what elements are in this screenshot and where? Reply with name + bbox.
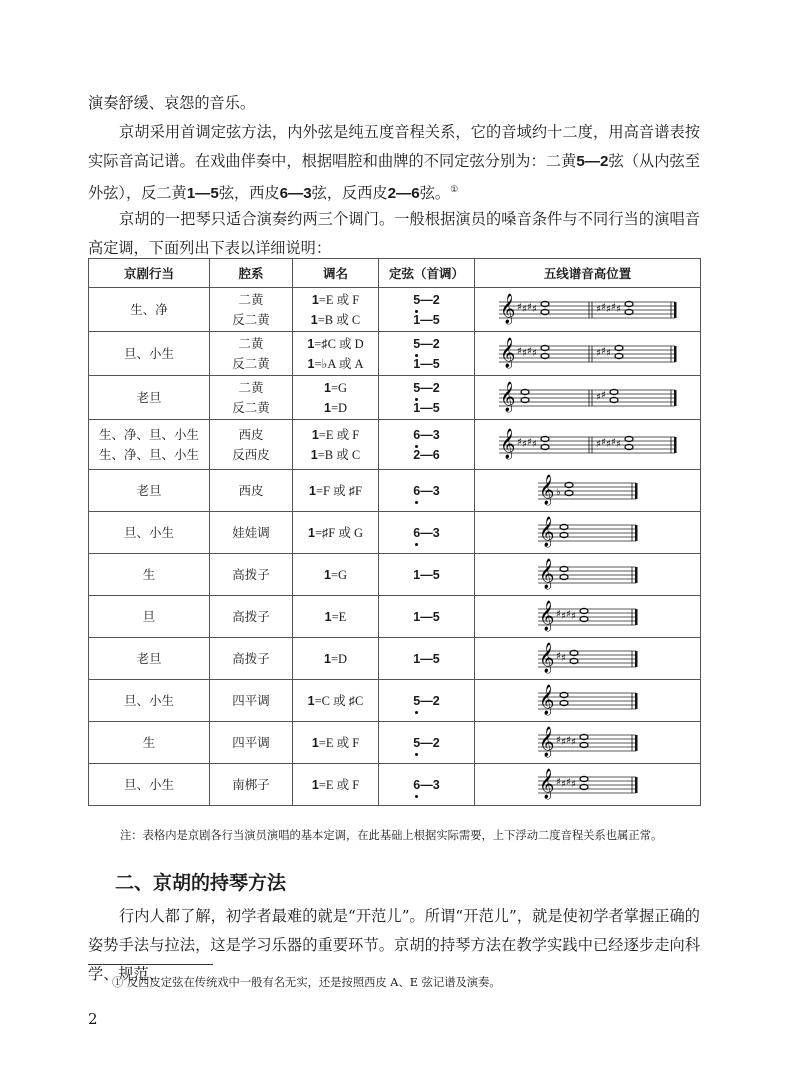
cell-role xyxy=(89,420,210,470)
cell-tuning xyxy=(379,332,475,376)
sharp-icon: ♯ xyxy=(531,303,537,315)
role-text: 生、净、旦、小生 xyxy=(98,446,199,462)
paragraph-1: 演奏舒缓、哀怨的音乐。 xyxy=(88,94,256,112)
system-text: 娃娃调 xyxy=(232,524,270,540)
cell-tuning xyxy=(379,554,475,596)
table-row xyxy=(89,470,701,512)
cell-staff xyxy=(475,376,701,420)
table-row xyxy=(89,554,701,596)
sharp-icon: ♯ xyxy=(565,608,571,620)
key-text: 1=E 或 F xyxy=(311,427,360,442)
sharp-icon: ♯ xyxy=(610,301,616,313)
treble-clef-icon: 𝄞 xyxy=(538,726,554,757)
footnote-rule xyxy=(88,964,213,965)
tuning-erhuang: 5—2 xyxy=(576,153,609,170)
sharp-icon: ♯ xyxy=(605,303,611,315)
cell-key xyxy=(293,332,379,376)
paragraph-3: 京胡的一把琴只适合演奏约两三个调门。一般根据演员的嗓音条件与不同行当的演唱音高定调，下面列出下表以详细说明： xyxy=(88,210,700,257)
sharp-icon: ♯ xyxy=(610,436,616,448)
treble-clef-icon: 𝄞 xyxy=(538,558,554,589)
tuning-text: 5—2 xyxy=(379,378,474,398)
staff-notation xyxy=(538,598,638,636)
sharp-icon: ♯ xyxy=(555,776,561,788)
cell-key xyxy=(293,722,379,764)
role-text: 生 xyxy=(142,734,156,750)
system-text: 二黄 xyxy=(238,291,264,307)
sharp-icon: ♯ xyxy=(600,436,606,448)
sharp-icon: ♯ xyxy=(560,652,566,664)
system-text: 四平调 xyxy=(232,692,270,708)
cell-tuning xyxy=(379,420,475,470)
cell-role xyxy=(89,764,210,806)
role-text: 老旦 xyxy=(136,482,162,498)
sharp-icon: ♯ xyxy=(531,438,537,450)
system-text: 二黄 xyxy=(238,335,264,351)
cell-staff xyxy=(475,680,701,722)
sharp-icon: ♯ xyxy=(531,347,537,359)
key-text: 1=G xyxy=(323,567,348,582)
tuning-text: 1—5 xyxy=(413,651,440,666)
staff-notation xyxy=(538,556,638,594)
header-staff-position: 五线谱音高位置 xyxy=(475,259,701,288)
system-text: 西皮 xyxy=(238,426,264,442)
system-text: 高拨子 xyxy=(232,608,270,624)
cell-staff xyxy=(475,288,701,332)
cell-system xyxy=(210,638,293,680)
cell-key xyxy=(293,512,379,554)
system-text: 反二黄 xyxy=(232,355,270,371)
footnote-marker: ① xyxy=(450,185,459,195)
cell-tuning xyxy=(379,638,475,680)
sharp-icon: ♯ xyxy=(560,610,566,622)
paragraph-4: 行内人都了解，初学者最难的就是“开范儿”。所谓“开范儿”，就是使初学者掌握正确的姿势手法与拉法，这是学习乐器的重要环节。京胡的持琴方法在教学实践中已经逐步走向科学、规范、 xyxy=(88,907,700,983)
cell-role xyxy=(89,332,210,376)
key-text: 1=E 或 F xyxy=(311,777,360,792)
cell-role xyxy=(89,722,210,764)
cell-key xyxy=(293,554,379,596)
footnote: ① 反西皮定弦在传统戏中一般有名无实，还是按照西皮 A、E 弦记谱及演奏。 xyxy=(112,976,501,989)
sharp-icon: ♯ xyxy=(526,301,532,313)
sharp-icon: ♯ xyxy=(555,734,561,746)
cell-system xyxy=(210,554,293,596)
sharp-icon: ♯ xyxy=(560,736,566,748)
treble-clef-icon: 𝄞 xyxy=(538,642,554,673)
role-text: 旦 xyxy=(142,608,156,624)
sharp-icon: ♯ xyxy=(555,650,561,662)
role-text: 老旦 xyxy=(136,389,162,405)
cell-staff xyxy=(475,638,701,680)
role-text: 老旦 xyxy=(136,650,162,666)
header-tuning: 定弦（首调） xyxy=(379,259,475,288)
cell-key xyxy=(293,288,379,332)
table-row xyxy=(89,680,701,722)
cell-key xyxy=(293,376,379,420)
cell-tuning xyxy=(379,470,475,512)
key-text: 1=E xyxy=(324,609,347,624)
key-text: 1=F 或 ♯F xyxy=(309,483,362,498)
treble-clef-icon: 𝄞 xyxy=(538,600,554,631)
cell-tuning xyxy=(379,512,475,554)
cell-staff xyxy=(475,764,701,806)
sharp-icon: ♯ xyxy=(600,389,606,401)
sharp-icon: ♯ xyxy=(555,608,561,620)
table-row xyxy=(89,376,701,420)
sharp-icon: ♯ xyxy=(600,301,606,313)
cell-role xyxy=(89,470,210,512)
table-row xyxy=(89,420,701,470)
flat-icon: ♭ xyxy=(555,486,561,498)
cell-tuning xyxy=(379,288,475,332)
key-text: 1=B 或 C xyxy=(310,447,361,462)
cell-staff xyxy=(475,722,701,764)
tuning-text: 1—5 xyxy=(413,567,440,582)
table-row xyxy=(89,512,701,554)
sharp-icon: ♯ xyxy=(595,303,601,315)
table-row xyxy=(89,288,701,332)
key-text: 1=♯C 或 D xyxy=(307,336,364,351)
staff-notation xyxy=(499,290,677,330)
table-header-row xyxy=(89,259,701,288)
tuning-text: 6—3 xyxy=(379,425,474,445)
cell-role xyxy=(89,680,210,722)
tuning-text: 2—6 xyxy=(413,447,440,462)
sharp-icon: ♯ xyxy=(516,301,522,313)
sharp-icon: ♯ xyxy=(595,438,601,450)
cell-key xyxy=(293,420,379,470)
role-text: 旦、小生 xyxy=(123,776,174,792)
sharp-icon: ♯ xyxy=(516,345,522,357)
system-text: 南梆子 xyxy=(232,776,270,792)
tuning-text: 1—5 xyxy=(413,356,440,371)
cell-staff xyxy=(475,332,701,376)
tuning-text: 5—2 xyxy=(379,334,474,354)
tuning-text: 1—5 xyxy=(413,312,440,327)
tuning-text: 5—2 xyxy=(379,290,474,310)
sharp-icon: ♯ xyxy=(526,345,532,357)
key-text: 1=E 或 F xyxy=(311,735,360,750)
system-text: 高拨子 xyxy=(232,566,270,582)
key-text: 1=B 或 C xyxy=(310,312,361,327)
system-text: 反二黄 xyxy=(232,399,270,415)
cell-tuning xyxy=(379,722,475,764)
header-key: 调名 xyxy=(293,259,379,288)
cell-staff xyxy=(475,596,701,638)
staff-notation xyxy=(499,378,677,418)
cell-staff xyxy=(475,420,701,470)
table-note: 注：表格内是京剧各行当演员演唱的基本定调，在此基础上根据实际需要，上下浮动二度音程关系也属正常。 xyxy=(120,829,663,842)
table-row xyxy=(89,596,701,638)
paragraph-2: 京胡采用首调定弦方法，内外弦是纯五度音程关系，它的音域约十二度，用高音谱表按实际音高记谱。在戏曲伴奏中，根据唱腔和曲牌的不同定弦分别为：二黄5—2弦（从内弦至外弦），反二黄1—5弦，西皮6—3弦，反西皮2—6弦。① xyxy=(88,123,701,203)
role-text: 旦、小生 xyxy=(123,524,174,540)
role-text: 旦、小生 xyxy=(123,692,174,708)
table-row xyxy=(89,332,701,376)
cell-system xyxy=(210,420,293,470)
cell-tuning xyxy=(379,596,475,638)
cell-system xyxy=(210,596,293,638)
tuning-fanerhuang: 1—5 xyxy=(186,185,219,203)
cell-role xyxy=(89,554,210,596)
cell-tuning xyxy=(379,376,475,420)
system-text: 反西皮 xyxy=(232,446,270,462)
cell-role xyxy=(89,638,210,680)
sharp-icon: ♯ xyxy=(615,303,621,315)
key-text: 1=D xyxy=(323,400,348,415)
treble-clef-icon: 𝄞 xyxy=(538,684,554,715)
tuning-text: 6—3 xyxy=(379,481,474,501)
cell-system xyxy=(210,764,293,806)
sharp-icon: ♯ xyxy=(565,734,571,746)
staff-notation xyxy=(538,472,638,510)
table-row xyxy=(89,638,701,680)
treble-clef-icon: 𝄞 xyxy=(499,381,515,412)
staff-notation xyxy=(538,682,638,720)
sharp-icon: ♯ xyxy=(521,347,527,359)
sharp-icon: ♯ xyxy=(605,347,611,359)
cell-tuning xyxy=(379,680,475,722)
cell-key xyxy=(293,680,379,722)
cell-system xyxy=(210,376,293,420)
cell-role xyxy=(89,376,210,420)
system-text: 二黄 xyxy=(238,379,264,395)
cell-system xyxy=(210,512,293,554)
tuning-xipi: 6—3 xyxy=(279,185,312,203)
staff-notation xyxy=(538,640,638,678)
key-text: 1=G xyxy=(323,380,348,395)
cell-staff xyxy=(475,512,701,554)
staff-notation xyxy=(499,334,677,374)
sharp-icon: ♯ xyxy=(595,347,601,359)
cell-role xyxy=(89,512,210,554)
treble-clef-icon: 𝄞 xyxy=(538,516,554,547)
tuning-fanxipi: 2—6 xyxy=(387,185,420,203)
cell-key xyxy=(293,596,379,638)
cell-role xyxy=(89,596,210,638)
sharp-icon: ♯ xyxy=(570,736,576,748)
header-role: 京剧行当 xyxy=(89,259,210,288)
sharp-icon: ♯ xyxy=(570,610,576,622)
tuning-text: 6—3 xyxy=(379,775,474,795)
treble-clef-icon: 𝄞 xyxy=(538,768,554,799)
sharp-icon: ♯ xyxy=(521,303,527,315)
sharp-icon: ♯ xyxy=(560,778,566,790)
cell-key xyxy=(293,470,379,512)
key-text: 1=♯F 或 G xyxy=(308,525,363,540)
staff-notation xyxy=(538,724,638,762)
tuning-text: 1—5 xyxy=(413,609,440,624)
cell-tuning xyxy=(379,764,475,806)
header-system: 腔系 xyxy=(210,259,293,288)
sharp-icon: ♯ xyxy=(570,778,576,790)
role-text: 旦、小生 xyxy=(123,345,174,361)
treble-clef-icon: 𝄞 xyxy=(538,474,554,505)
sharp-icon: ♯ xyxy=(526,436,532,448)
key-text: 1=D xyxy=(323,651,348,666)
cell-system xyxy=(210,332,293,376)
sharp-icon: ♯ xyxy=(615,438,621,450)
sharp-icon: ♯ xyxy=(516,436,522,448)
role-text: 生、净、旦、小生 xyxy=(98,426,199,442)
treble-clef-icon: 𝄞 xyxy=(499,337,515,368)
role-text: 生 xyxy=(142,566,156,582)
tuning-text: 6—3 xyxy=(379,523,474,543)
system-text: 高拨子 xyxy=(232,650,270,666)
cell-system xyxy=(210,288,293,332)
system-text: 四平调 xyxy=(232,734,270,750)
staff-notation xyxy=(538,514,638,552)
key-text: 1=♭A 或 A xyxy=(307,356,364,371)
cell-staff xyxy=(475,554,701,596)
sharp-icon: ♯ xyxy=(521,438,527,450)
system-text: 反二黄 xyxy=(232,311,270,327)
table-row xyxy=(89,722,701,764)
cell-system xyxy=(210,680,293,722)
cell-system xyxy=(210,470,293,512)
sharp-icon: ♯ xyxy=(565,776,571,788)
sharp-icon: ♯ xyxy=(605,438,611,450)
tuning-text: 1—5 xyxy=(413,400,440,415)
cell-key xyxy=(293,638,379,680)
treble-clef-icon: 𝄞 xyxy=(499,293,515,324)
page-number: 2 xyxy=(88,1010,98,1028)
table-row xyxy=(89,764,701,806)
cell-system xyxy=(210,722,293,764)
section-title: 二、京胡的持琴方法 xyxy=(115,873,287,894)
cell-key xyxy=(293,764,379,806)
tuning-table xyxy=(88,258,701,806)
sharp-icon: ♯ xyxy=(600,345,606,357)
staff-notation xyxy=(499,422,677,468)
sharp-icon: ♯ xyxy=(595,391,601,403)
staff-notation xyxy=(538,766,638,804)
key-text: 1=C 或 ♯C xyxy=(307,693,364,708)
role-text: 生、净 xyxy=(130,301,168,317)
system-text: 西皮 xyxy=(238,482,264,498)
cell-role xyxy=(89,288,210,332)
key-text: 1=E 或 F xyxy=(311,292,360,307)
tuning-text: 5—2 xyxy=(379,691,474,711)
treble-clef-icon: 𝄞 xyxy=(499,428,515,459)
tuning-text: 5—2 xyxy=(379,733,474,753)
cell-staff xyxy=(475,470,701,512)
